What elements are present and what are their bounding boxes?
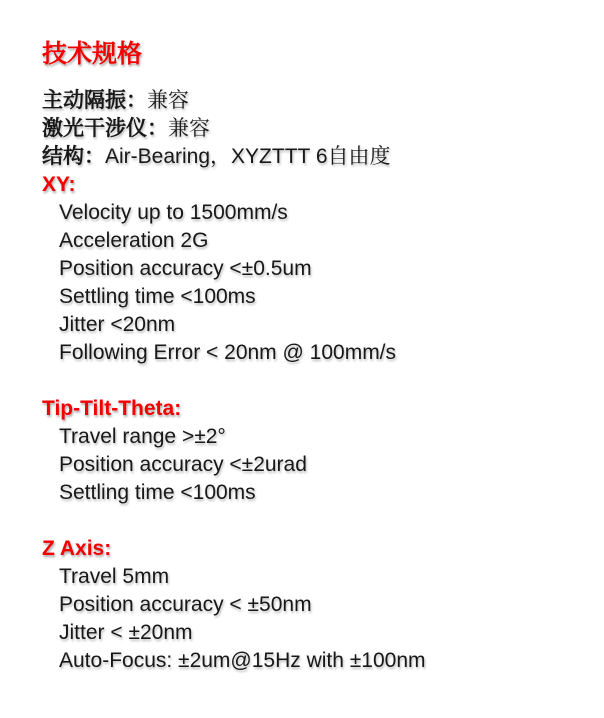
- spec-line: Jitter <20nm: [59, 313, 176, 336]
- spec-line: Travel 5mm: [59, 565, 170, 588]
- spec-line: Travel range >±2°: [59, 425, 226, 448]
- section-divider-gap: [42, 367, 584, 395]
- general-spec-row-interferometer: [42, 115, 584, 143]
- spec-line: Position accuracy < ±50nm: [59, 593, 312, 616]
- section-heading-xy: XY:: [42, 173, 76, 196]
- section-heading-z-axis: Z Axis:: [42, 537, 112, 560]
- section-xy: [42, 171, 584, 367]
- spec-line: Jitter < ±20nm: [59, 621, 193, 644]
- page-title: 技术规格: [42, 40, 143, 68]
- spec-label: 激光干涉仪：: [42, 117, 168, 140]
- spec-line: Settling time <100ms: [59, 481, 256, 504]
- general-spec-row-vibration: [42, 87, 584, 115]
- spec-line: Auto-Focus: ±2um@15Hz with ±100nm: [59, 649, 426, 672]
- spec-line: Position accuracy <±2urad: [59, 453, 307, 476]
- section-z-axis: [42, 535, 584, 675]
- spec-line: Position accuracy <±0.5um: [59, 257, 312, 280]
- spec-value: 兼容: [147, 89, 189, 112]
- section-divider-gap: [42, 507, 584, 535]
- spec-line: Velocity up to 1500mm/s: [59, 201, 288, 224]
- spec-value: Air-Bearing，XYZTTT 6自由度: [105, 145, 391, 168]
- spec-line: Following Error < 20nm @ 100mm/s: [59, 341, 397, 364]
- general-spec-row-structure: [42, 143, 584, 171]
- section-tip-tilt-theta: [42, 395, 584, 507]
- spec-label: 结构：: [42, 145, 105, 168]
- general-specs-block: [42, 87, 584, 171]
- section-heading-tip-tilt-theta: Tip-Tilt-Theta:: [42, 397, 182, 420]
- spec-line: Settling time <100ms: [59, 285, 256, 308]
- spec-label: 主动隔振：: [42, 89, 147, 112]
- spec-value: 兼容: [168, 117, 210, 140]
- spec-line: Acceleration 2G: [59, 229, 209, 252]
